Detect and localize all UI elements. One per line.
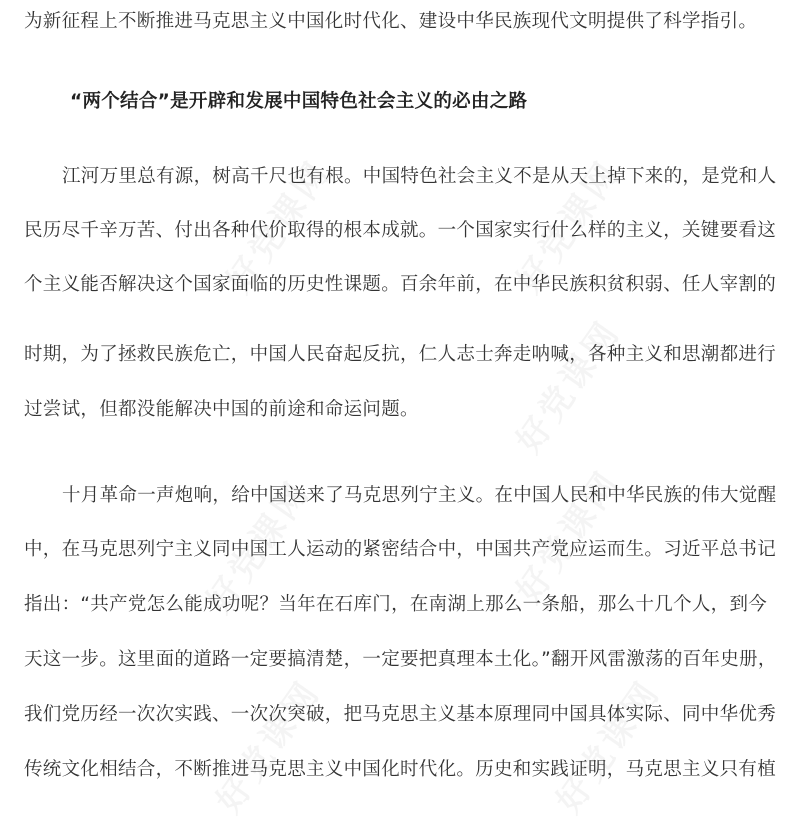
text-line: 江河万里总有源，树高千尺也有根。中国特色社会主义不是从天上掉下来的，是党和人 bbox=[62, 166, 777, 187]
text-line: 个主义能否解决这个国家面临的历史性课题。百余年前，在中华民族积贫积弱、任人宰割的 bbox=[24, 274, 777, 295]
text-line: 中，在马克思列宁主义同中国工人运动的紧密结合中，中国共产党应运而生。习近平总书记 bbox=[24, 539, 777, 560]
watermark bbox=[502, 308, 629, 461]
watermark bbox=[542, 668, 669, 821]
text-line: 天这一步。这里面的道路一定要搞清楚，一定要把真理本土化。”翻开风雷激荡的百年史册， bbox=[24, 649, 777, 670]
watermark bbox=[202, 668, 329, 821]
text-line: 为新征程上不断推进马克思主义中国化时代化、建设中华民族现代文明提供了科学指引。 bbox=[24, 11, 758, 32]
text-line: 传统文化相结合，不断推进马克思主义中国化时代化。历史和实践证明，马克思主义只有植 bbox=[24, 759, 777, 780]
text-line: 十月革命一声炮响，给中国送来了马克思列宁主义。在中国人民和中华民族的伟大觉醒 bbox=[62, 485, 777, 506]
section-heading: “两个结合”是开辟和发展中国特色社会主义的必由之路 bbox=[70, 91, 528, 112]
text-line: 民历尽千辛万苦、付出各种代价取得的根本成就。一个国家实行什么样的主义，关键要看这 bbox=[24, 220, 777, 241]
text-line: 我们党历经一次次实践、一次次突破，把马克思主义基本原理同中国具体实际、同中华优秀 bbox=[24, 704, 777, 725]
text-line: 时期，为了拯救民族危亡，中国人民奋起反抗，仁人志士奔走呐喊，各种主义和思潮都进行 bbox=[24, 344, 777, 365]
text-line: 指出：“共产党怎么能成功呢？当年在石库门，在南湖上那么一条船，那么十几个人，到今 bbox=[24, 594, 768, 615]
text-line: 过尝试，但都没能解决中国的前途和命运问题。 bbox=[24, 399, 419, 420]
watermark bbox=[502, 458, 629, 611]
